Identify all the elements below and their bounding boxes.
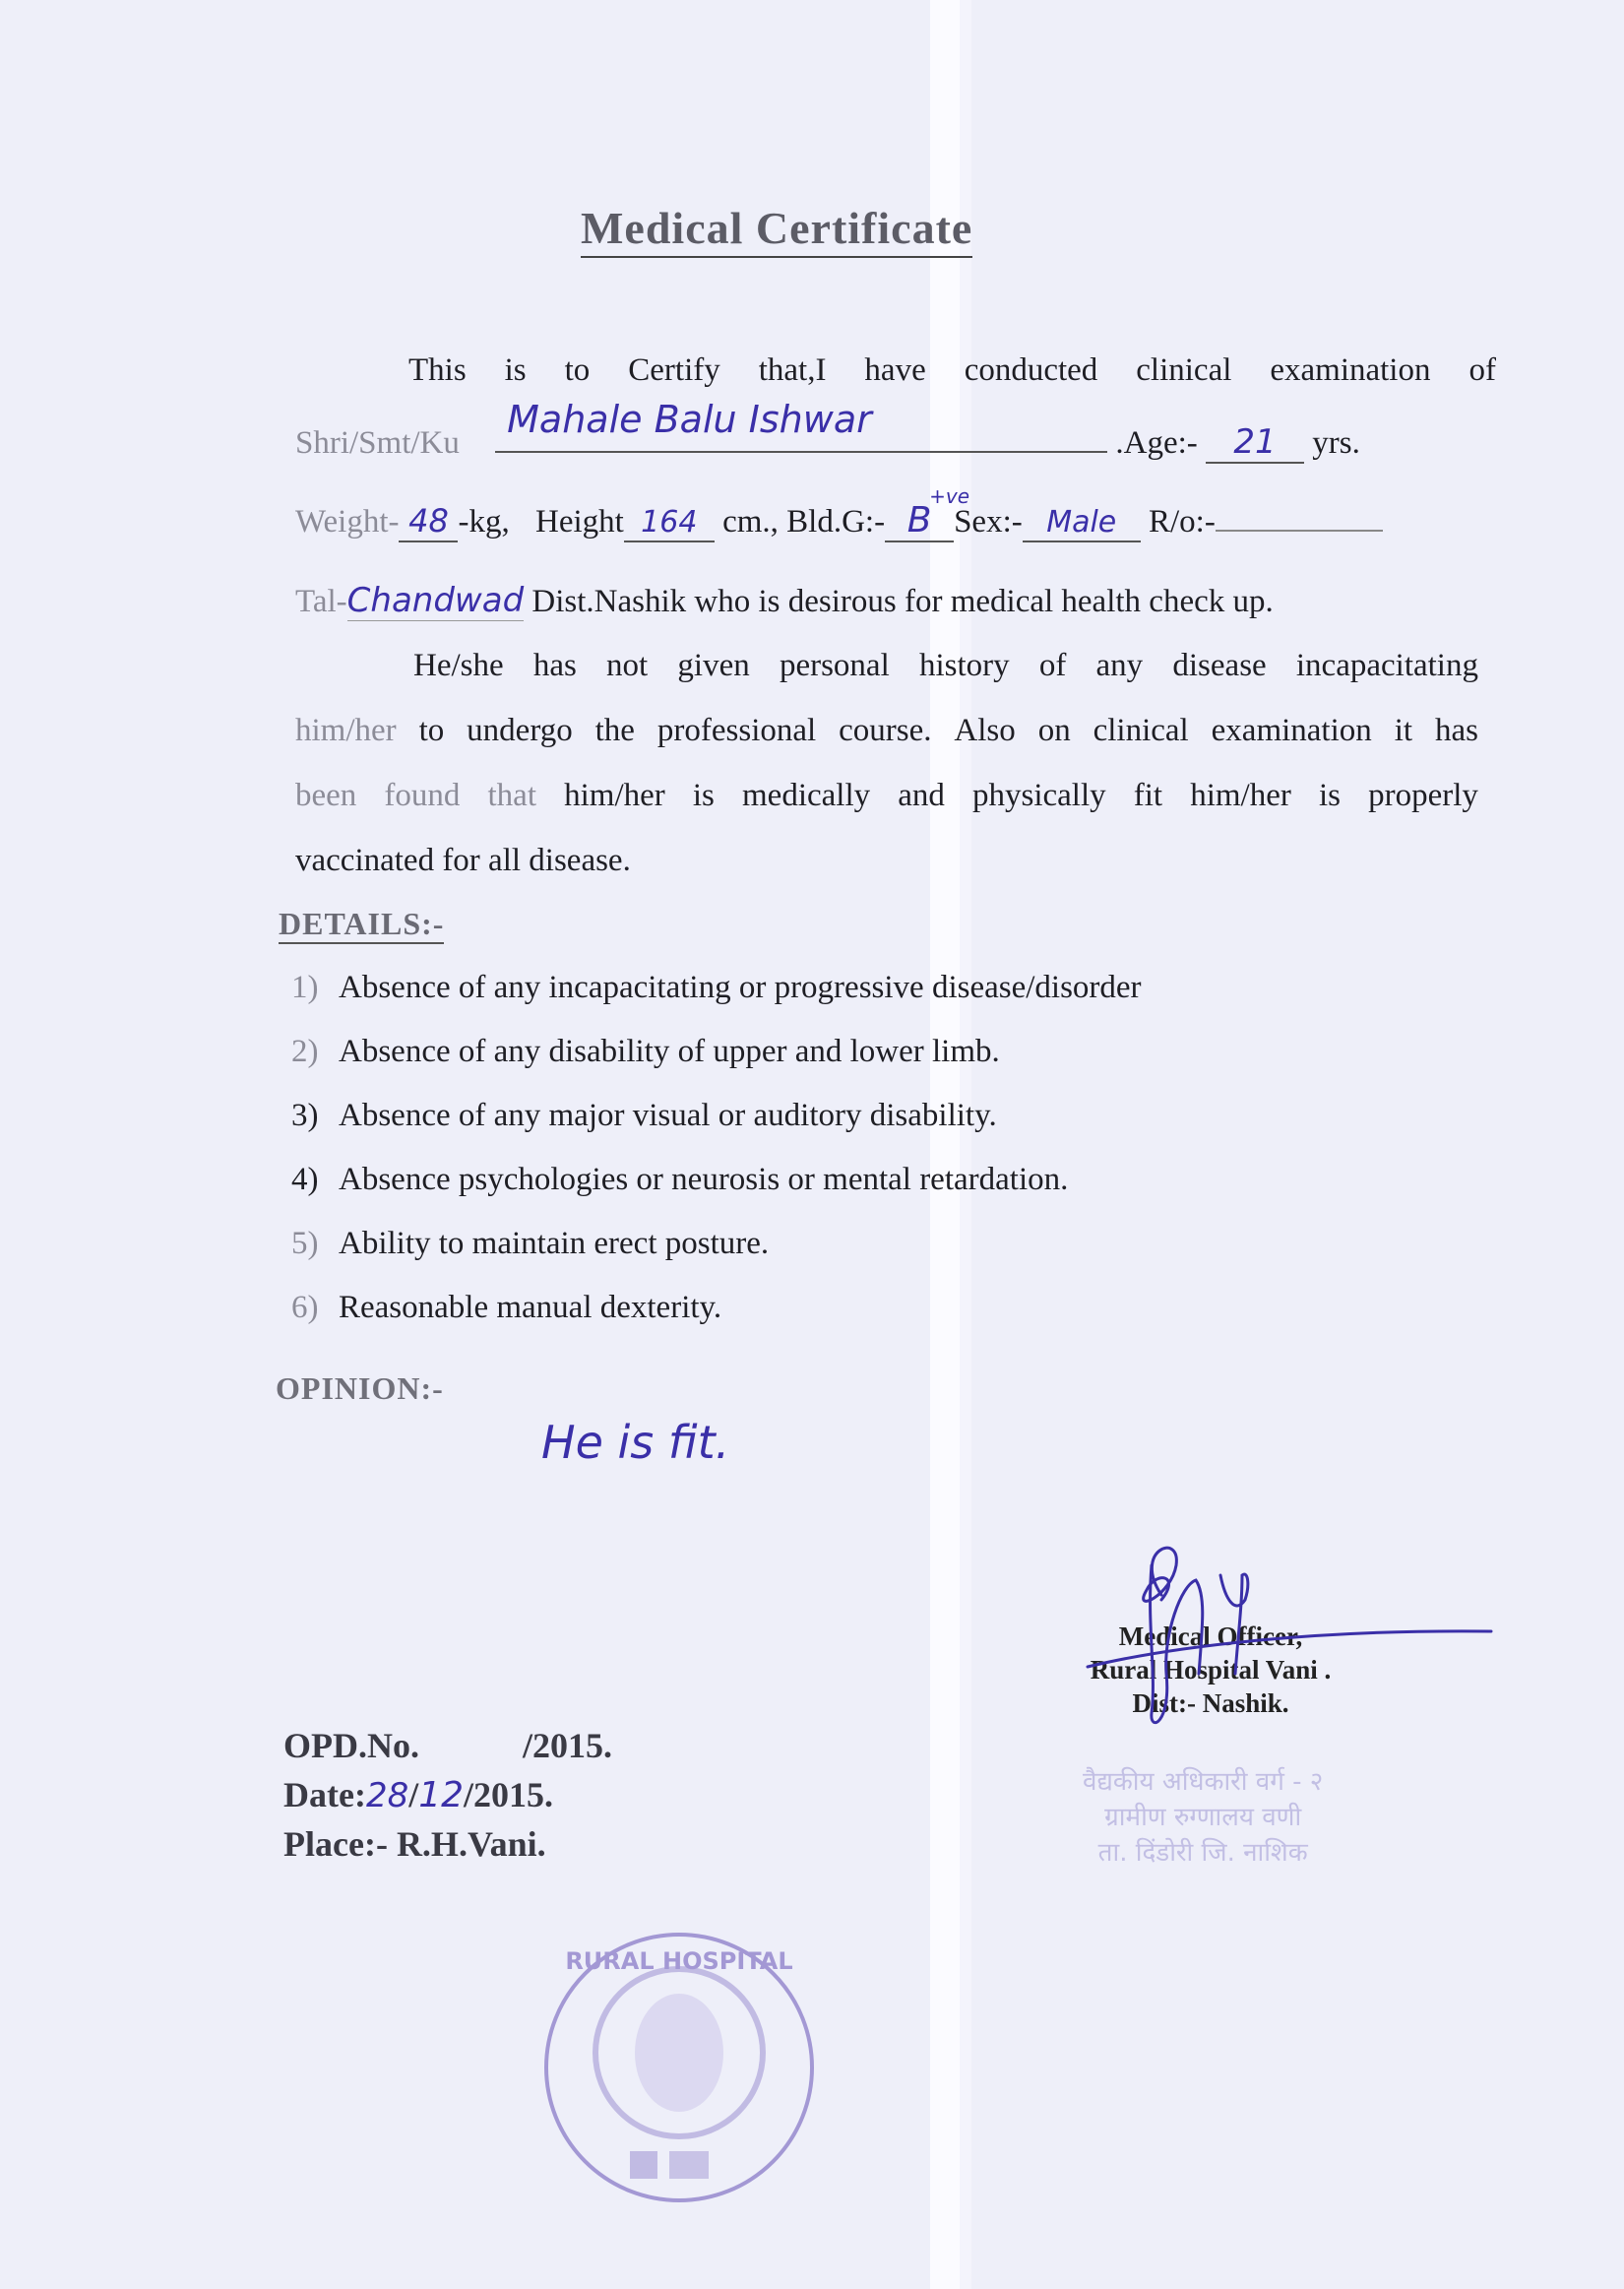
age-value: 21 (1233, 422, 1277, 462)
word: Also (954, 713, 1016, 748)
detail-number: 5) (291, 1226, 319, 1261)
detail-text: Reasonable manual dexterity. (339, 1290, 722, 1325)
round-stamp-text: RURAL HOSPITAL (565, 1947, 793, 1975)
blood-group-value: B (906, 500, 932, 540)
word: is (504, 352, 527, 388)
detail-number: 1) (291, 970, 319, 1005)
word: incapacitating (1295, 648, 1478, 683)
word: conducted (964, 352, 1098, 388)
word: is (692, 778, 715, 813)
date-month: 12 (418, 1775, 465, 1815)
word: clinical (1136, 352, 1232, 388)
word: any (1095, 648, 1144, 683)
date-year: /2015. (464, 1775, 554, 1814)
opd-label: OPD.No. (283, 1726, 419, 1765)
height-label: Height (534, 504, 624, 540)
word: given (677, 648, 750, 683)
word: have (864, 352, 926, 388)
weight-unit: -kg, (458, 504, 510, 540)
word: course. (839, 713, 932, 748)
word: is (1318, 778, 1341, 813)
date-day: 28 (365, 1776, 409, 1815)
word: the (594, 713, 635, 748)
detail-number: 6) (291, 1290, 319, 1325)
detail-text: Ability to maintain erect posture. (339, 1226, 770, 1261)
district-text: Dist.Nashik who is desirous for medical health check up. (531, 584, 1274, 619)
signatory-district: Dist:- Nashik. (1132, 1688, 1289, 1718)
date-label: Date: (283, 1775, 366, 1814)
word: to (418, 713, 445, 748)
word: that (487, 778, 536, 813)
paragraph2-line-4: vaccinated for all disease. (295, 843, 631, 878)
height-unit: cm., (722, 504, 779, 540)
weight-label: Weight- (295, 504, 400, 540)
word: on (1037, 713, 1071, 748)
word: examination (1211, 713, 1372, 748)
word: him/her (564, 778, 665, 813)
age-label: .Age:- (1115, 425, 1198, 461)
round-hospital-stamp (546, 1935, 812, 2200)
opinion-heading: OPINION:- (276, 1370, 444, 1406)
signatory-hospital: Rural Hospital Vani . (1090, 1655, 1332, 1685)
detail-text: Absence of any disability of upper and lower limb. (339, 1034, 1000, 1069)
details-heading: DETAILS:- (279, 906, 444, 944)
detail-text: Absence of any incapacitating or progressive disease/disorder (339, 970, 1142, 1005)
word: properly (1368, 778, 1478, 813)
place-label: Place:- (283, 1824, 388, 1864)
taluka-label: Tal- (295, 584, 347, 619)
detail-number: 3) (291, 1098, 319, 1133)
blood-group-label: Bld.G:- (786, 504, 886, 540)
sex-value: Male (1046, 505, 1117, 540)
taluka-value: Chandwad (346, 581, 525, 620)
height-value: 164 (641, 505, 698, 540)
signatory-title: Medical Officer, (1118, 1621, 1303, 1651)
word: of (1038, 648, 1067, 683)
word: found (384, 778, 461, 813)
word: him/her (1190, 778, 1291, 813)
word: physically (972, 778, 1106, 813)
word: medically (742, 778, 871, 813)
salutation-label: Shri/Smt/Ku (295, 425, 460, 461)
word: examination (1270, 352, 1431, 388)
age-unit: yrs. (1312, 425, 1360, 461)
word: it (1394, 713, 1413, 748)
word: not (606, 648, 649, 683)
word: clinical (1093, 713, 1189, 748)
date-separator: / (408, 1775, 419, 1814)
patient-name-value: Mahale Balu Ishwar (507, 398, 872, 441)
page-title: Medical Certificate (581, 202, 972, 258)
opd-year: /2015. (523, 1726, 613, 1765)
word: He/she (413, 648, 504, 683)
word: that,I (758, 352, 827, 388)
word: has (532, 648, 577, 683)
opinion-value: He is fit. (541, 1416, 730, 1469)
word: professional (656, 713, 817, 748)
detail-number: 4) (291, 1162, 319, 1197)
word: undergo (467, 713, 573, 748)
word: history (918, 648, 1010, 683)
sex-label: Sex:- (954, 504, 1023, 540)
stamp-line: ता. दिंडोरी जि. नाशिक (1097, 1838, 1308, 1868)
word: of (1468, 352, 1496, 388)
signature-scribble (1088, 1548, 1491, 1722)
detail-text: Absence psychologies or neurosis or mental retardation. (339, 1162, 1069, 1197)
word: Certify (628, 352, 720, 388)
word: has (1434, 713, 1478, 748)
word: This (408, 352, 467, 388)
word: to (564, 352, 591, 388)
word: fit (1133, 778, 1163, 813)
stamp-line: वैद्यकीय अधिकारी वर्ग - २ (1083, 1767, 1324, 1797)
word: and (898, 778, 945, 813)
word: been (295, 778, 357, 813)
place-value: R.H.Vani. (396, 1824, 546, 1864)
stamp-line: ग्रामीण रुग्णालय वणी (1104, 1803, 1302, 1832)
blood-group-sign: +ve (929, 484, 970, 508)
word: him/her (295, 713, 397, 748)
weight-value: 48 (408, 502, 449, 540)
detail-text: Absence of any major visual or auditory disability. (339, 1098, 997, 1133)
residence-label: R/o:- (1148, 504, 1216, 540)
word: personal (779, 648, 890, 683)
word: disease (1172, 648, 1267, 683)
detail-number: 2) (291, 1034, 319, 1069)
